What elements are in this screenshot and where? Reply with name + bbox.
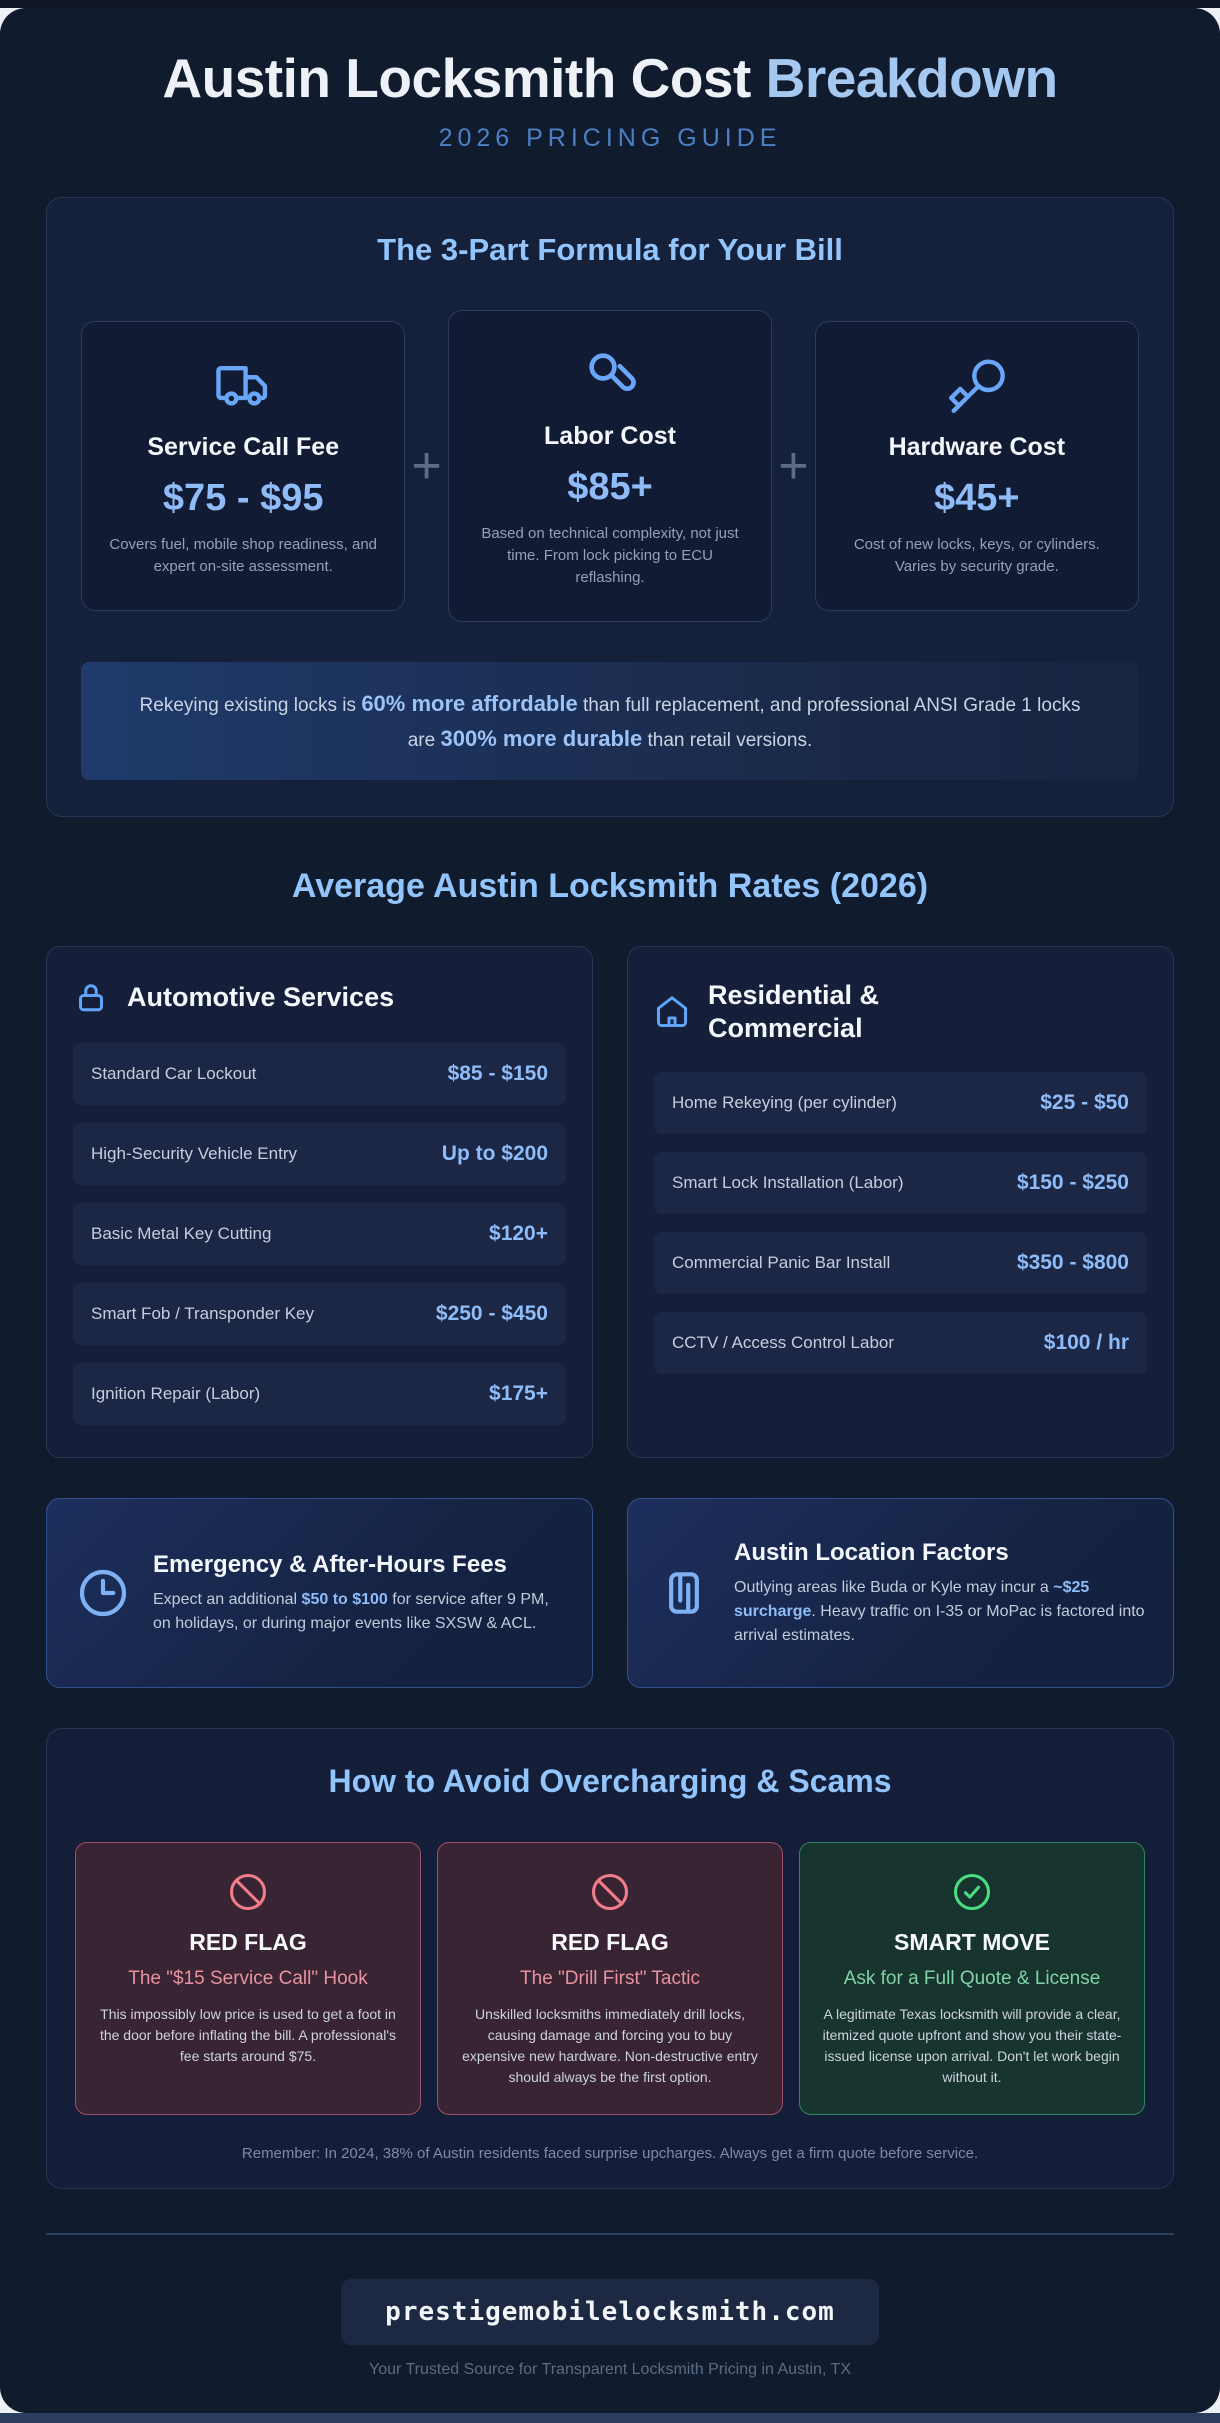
callout-title: Emergency & After-Hours Fees (153, 1551, 507, 1579)
rate-value: $100 / hr (1043, 1331, 1129, 1355)
rate-row (654, 1232, 1147, 1294)
scam-title: The "$15 Service Call" Hook (128, 1968, 368, 1990)
rate-value: $150 - $250 (1016, 1171, 1129, 1195)
note-highlight: 60% more affordable (361, 690, 578, 716)
scam-reminder-note: Remember: In 2024, 38% of Austin residents faced surprise upcharges. Always get a firm quote before service. (241, 2145, 979, 2163)
rate-value: $250 - $450 (435, 1302, 548, 1326)
rekeying-note-banner (81, 662, 1139, 781)
rates-grid (46, 946, 1174, 1458)
scam-tag: RED FLAG (189, 1929, 307, 1956)
callout-text: . Heavy traffic on I-35 or MoPac is factored into arrival estimates. (734, 1603, 1145, 1645)
callout-body (734, 1576, 1145, 1648)
automotive-rates-card (46, 946, 593, 1458)
scam-desc: Unskilled locksmiths immediately drill locks, causing damage and forcing you to buy expensive new hardware. Non-destructive entry should always be the first option. (462, 2006, 758, 2086)
footer-divider (46, 2233, 1174, 2235)
scams-section (46, 1728, 1174, 2189)
rate-value: $175+ (489, 1382, 548, 1406)
scam-title: The "Drill First" Tactic (520, 1968, 700, 1990)
callout-highlight: ~$25 surcharge (734, 1579, 1090, 1621)
note-text: Rekeying existing locks is (139, 694, 362, 716)
formula-card-desc: Cost of new locks, keys, or cylinders. Varies by security grade. (853, 536, 1100, 575)
smart-move-card (799, 1842, 1145, 2115)
rate-row (73, 1123, 566, 1185)
rate-label: CCTV / Access Control Labor (672, 1333, 895, 1353)
rate-row (73, 1043, 566, 1105)
formula-card-labor (448, 310, 772, 622)
callout-highlight: $50 to $100 (301, 1591, 388, 1609)
scams-heading: How to Avoid Overcharging & Scams (328, 1763, 892, 1800)
truck-icon (106, 354, 380, 416)
scam-tag: SMART MOVE (894, 1929, 1050, 1956)
rates-heading: Average Austin Locksmith Rates (2026) (291, 867, 929, 906)
rate-value: Up to $200 (441, 1142, 548, 1166)
check-icon (820, 1869, 1124, 1915)
rate-value: $350 - $800 (1016, 1251, 1129, 1275)
location-factors-callout (627, 1498, 1174, 1688)
rate-row (654, 1072, 1147, 1134)
formula-card-desc: Based on technical complexity, not just time. From lock picking to ECU reflashing. (481, 525, 739, 586)
callout-text: for service after 9 PM, on holidays, or during major events like SXSW & ACL. (153, 1591, 549, 1633)
formula-card-service-call (81, 321, 405, 611)
formula-card-price: $45+ (934, 477, 1020, 520)
scam-desc: A legitimate Texas locksmith will provide a clear, itemized quote upfront and show you their state-issued license upon arrival. Don't let work begin without it. (822, 2006, 1122, 2086)
scam-grid (75, 1842, 1145, 2115)
plus-sign: + (411, 436, 442, 495)
key-icon (840, 354, 1114, 416)
red-flag-card-service-call-hook (75, 1842, 421, 2115)
note-text: than full replacement, and professional ANSI Grade 1 locks are (407, 694, 1081, 751)
scam-tag: RED FLAG (551, 1929, 669, 1956)
formula-card-title: Hardware Cost (888, 432, 1066, 461)
formula-card-title: Service Call Fee (147, 432, 340, 461)
red-flag-card-drill-first (437, 1842, 783, 2115)
rate-row (654, 1312, 1147, 1374)
rate-label: Standard Car Lockout (91, 1064, 257, 1084)
formula-card-hardware (815, 321, 1139, 611)
formula-card-desc: Covers fuel, mobile shop readiness, and expert on-site assessment. (109, 536, 378, 575)
plus-sign: + (778, 436, 809, 495)
prohibited-icon (96, 1869, 400, 1915)
formula-card-price: $85+ (567, 466, 653, 509)
bottom-edge-strip (0, 2413, 1220, 2423)
rate-row (73, 1283, 566, 1345)
scam-title: Ask for a Full Quote & License (843, 1968, 1101, 1990)
callout-text: Outlying areas like Buda or Kyle may incur a (734, 1579, 1054, 1597)
formula-section (46, 197, 1174, 817)
callout-title: Austin Location Factors (734, 1539, 1009, 1567)
rate-card-header (73, 979, 566, 1015)
website-domain-badge: prestigemobilelocksmith.com (341, 2279, 879, 2345)
rate-label: Home Rekeying (per cylinder) (672, 1093, 897, 1113)
rate-label: Ignition Repair (Labor) (91, 1384, 261, 1404)
top-edge-strip (0, 0, 1220, 8)
page-subtitle: 2026 PRICING GUIDE (438, 124, 782, 152)
rate-label: Basic Metal Key Cutting (91, 1224, 272, 1244)
clock-icon (75, 1565, 131, 1621)
rate-value: $120+ (489, 1222, 548, 1246)
page-title-accent: Breakdown (765, 47, 1058, 109)
rate-row (73, 1363, 566, 1425)
footer-tagline: Your Trusted Source for Transparent Locksmith Pricing in Austin, TX (368, 2361, 851, 2379)
emergency-fees-callout (46, 1498, 593, 1688)
scam-desc: This impossibly low price is used to get a foot in the door before inflating the bill. A professional's fee starts around $75. (99, 2006, 397, 2065)
rate-label: High-Security Vehicle Entry (91, 1144, 297, 1164)
callout-content (734, 1538, 1145, 1648)
formula-card-price: $75 - $95 (162, 477, 324, 520)
page-title-main: Austin Locksmith Cost (162, 47, 766, 109)
formula-heading: The 3-Part Formula for Your Bill (377, 232, 843, 267)
callout-text: Expect an additional (153, 1591, 302, 1609)
rate-value: $85 - $150 (447, 1062, 548, 1086)
rate-value: $25 - $50 (1040, 1091, 1129, 1115)
infographic-panel (0, 8, 1220, 2413)
callout-content (153, 1550, 564, 1636)
prohibited-icon (458, 1869, 762, 1915)
rate-row (73, 1203, 566, 1265)
note-highlight: 300% more durable (440, 725, 643, 751)
rate-card-title: Automotive Services (127, 982, 395, 1013)
home-icon (654, 994, 690, 1030)
formula-card-title: Labor Cost (544, 422, 676, 450)
callout-body (153, 1588, 564, 1636)
formula-row (81, 310, 1139, 622)
padlock-icon (73, 979, 109, 1015)
lockpick-icon (473, 343, 747, 405)
footer (46, 2279, 1174, 2379)
rate-card-header (654, 979, 1147, 1044)
map-icon (656, 1565, 712, 1621)
page-title (46, 46, 1174, 110)
rate-row (654, 1152, 1147, 1214)
note-text: than retail versions. (642, 729, 813, 751)
rate-label: Smart Lock Installation (Labor) (672, 1173, 904, 1193)
rate-card-title: Residential & Commercial (708, 980, 880, 1043)
callouts-row (46, 1498, 1174, 1688)
rate-label: Commercial Panic Bar Install (672, 1253, 891, 1273)
rate-label: Smart Fob / Transponder Key (91, 1304, 314, 1324)
residential-rates-card (627, 946, 1174, 1458)
